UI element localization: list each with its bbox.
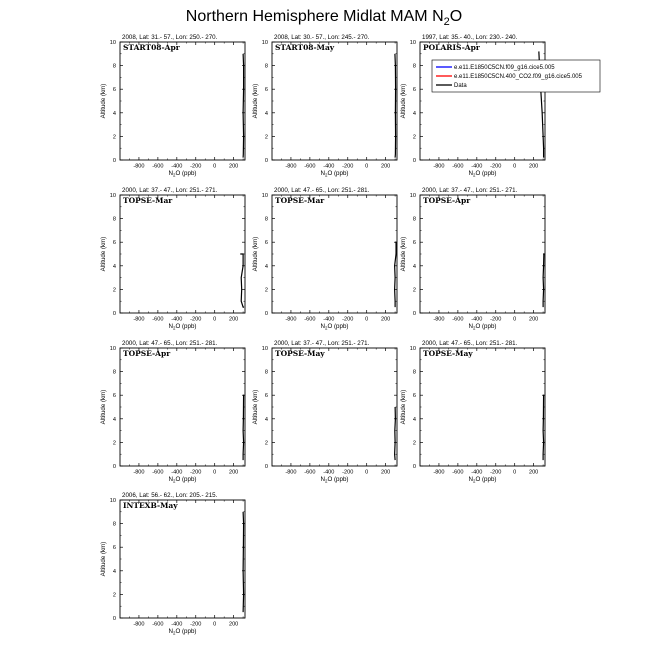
plot-frame xyxy=(120,348,245,466)
y-tick-label: 2 xyxy=(112,134,116,141)
x-tick-label: -200 xyxy=(490,163,502,170)
y-tick-label: 0 xyxy=(412,158,416,164)
y-tick-label: 4 xyxy=(112,110,116,117)
panel-label: START08-Apr xyxy=(123,43,180,52)
x-tick-label: 0 xyxy=(513,316,517,323)
y-tick-label: 8 xyxy=(264,216,268,223)
plot-frame xyxy=(272,195,397,313)
y-tick-label: 10 xyxy=(109,346,116,352)
y-tick-label: 0 xyxy=(112,464,116,470)
y-tick-label: 10 xyxy=(261,346,268,352)
y-tick-label: 4 xyxy=(264,110,268,117)
x-tick-label: 0 xyxy=(365,469,369,476)
x-tick-label: -800 xyxy=(433,469,445,476)
series-line-data xyxy=(543,254,544,307)
plot-frame xyxy=(120,42,245,160)
x-tick-label: -600 xyxy=(152,621,164,628)
x-tick-label: 200 xyxy=(528,316,539,323)
y-tick-label: 6 xyxy=(264,393,268,400)
panel-9 xyxy=(400,340,545,484)
x-tick-label: -200 xyxy=(190,621,202,628)
x-axis-label: $N_2O$ (ppb) xyxy=(468,170,497,178)
y-tick-label: 0 xyxy=(264,311,268,317)
y-tick-label: 2 xyxy=(412,134,416,141)
x-tick-label: 200 xyxy=(380,163,391,170)
x-tick-label: -800 xyxy=(285,469,297,476)
x-tick-label: -800 xyxy=(285,163,297,170)
x-tick-label: 200 xyxy=(380,469,391,476)
y-axis-label: Altitude (km) xyxy=(252,389,259,425)
y-tick-label: 8 xyxy=(412,369,416,376)
y-axis-label: Altitude (km) xyxy=(100,389,107,425)
x-tick-label: -400 xyxy=(171,316,183,323)
legend-entry: e.e11.E1850C5CN.f09_g16.cice5.005 xyxy=(454,65,555,71)
panel-header: 2000, Lat: 37.- 47., Lon: 251.- 271. xyxy=(422,187,518,194)
y-axis-label: Altitude (km) xyxy=(252,83,259,119)
x-tick-label: -400 xyxy=(171,163,183,170)
y-tick-label: 4 xyxy=(112,568,116,575)
panel-label: INTEXB-May xyxy=(123,501,178,510)
x-tick-label: 200 xyxy=(228,316,239,323)
y-tick-label: 4 xyxy=(112,263,116,270)
panel-label: START08-May xyxy=(275,43,335,52)
title-subscript: 2 xyxy=(443,16,450,29)
x-tick-label: -800 xyxy=(133,163,145,170)
x-tick-label: -200 xyxy=(190,163,202,170)
panel-4 xyxy=(100,187,245,331)
y-axis-label: Altitude (km) xyxy=(252,236,259,272)
panel-label: POLARIS-Apr xyxy=(423,43,480,52)
panel-header: 2000, Lat: 37.- 47., Lon: 251.- 271. xyxy=(274,340,370,347)
panel-header: 2000, Lat: 47.- 65., Lon: 251.- 281. xyxy=(422,340,518,347)
y-tick-label: 6 xyxy=(412,87,416,94)
panel-label: TOPSE-May xyxy=(423,349,473,358)
y-tick-label: 4 xyxy=(412,110,416,117)
panel-6 xyxy=(400,187,545,331)
y-tick-label: 8 xyxy=(264,63,268,70)
y-tick-label: 6 xyxy=(112,87,116,94)
y-axis-label: Altitude (km) xyxy=(400,389,407,425)
x-tick-label: 200 xyxy=(228,163,239,170)
y-tick-label: 2 xyxy=(412,287,416,294)
y-tick-label: 6 xyxy=(412,240,416,247)
y-tick-label: 10 xyxy=(409,193,416,199)
y-axis-label: Altitude (km) xyxy=(100,541,107,577)
y-tick-label: 2 xyxy=(112,440,116,447)
x-axis-label: $N_2O$ (ppb) xyxy=(168,323,197,331)
panel-8 xyxy=(252,340,397,484)
y-tick-label: 0 xyxy=(412,464,416,470)
panel-header: 2006, Lat: 56.- 62., Lon: 205.- 215. xyxy=(122,492,218,499)
x-axis-label: $N_2O$ (ppb) xyxy=(168,476,197,484)
x-tick-label: 0 xyxy=(513,163,517,170)
series-line-data xyxy=(395,407,396,460)
y-tick-label: 6 xyxy=(264,87,268,94)
x-tick-label: -600 xyxy=(152,469,164,476)
panel-5 xyxy=(252,187,397,331)
x-tick-label: -600 xyxy=(152,163,164,170)
panel-header: 2000, Lat: 47.- 65., Lon: 251.- 281. xyxy=(274,187,370,194)
panel-2 xyxy=(252,34,397,178)
x-tick-label: -400 xyxy=(323,316,335,323)
panel-label: TOPSE-Apr xyxy=(123,349,171,358)
plot-frame xyxy=(120,500,245,618)
x-tick-label: -800 xyxy=(133,469,145,476)
y-tick-label: 10 xyxy=(109,40,116,46)
panel-header: 2008, Lat: 31.- 57., Lon: 250.- 270. xyxy=(122,34,218,41)
x-tick-label: -800 xyxy=(433,316,445,323)
y-tick-label: 2 xyxy=(264,440,268,447)
x-tick-label: 0 xyxy=(365,316,369,323)
panel-1 xyxy=(100,34,245,178)
panel-header: 2008, Lat: 30.- 57., Lon: 245.- 270. xyxy=(274,34,370,41)
x-tick-label: 0 xyxy=(365,163,369,170)
y-tick-label: 10 xyxy=(409,346,416,352)
y-tick-label: 2 xyxy=(412,440,416,447)
x-tick-label: 200 xyxy=(528,469,539,476)
x-axis-label: $N_2O$ (ppb) xyxy=(468,323,497,331)
x-tick-label: -200 xyxy=(490,316,502,323)
x-tick-label: -400 xyxy=(471,316,483,323)
y-tick-label: 8 xyxy=(264,369,268,376)
x-tick-label: -400 xyxy=(323,163,335,170)
x-axis-label: $N_2O$ (ppb) xyxy=(320,170,349,178)
x-tick-label: -600 xyxy=(304,163,316,170)
y-tick-label: 6 xyxy=(412,393,416,400)
x-tick-label: -800 xyxy=(133,316,145,323)
x-tick-label: -600 xyxy=(452,163,464,170)
y-tick-label: 2 xyxy=(112,592,116,599)
panel-label: TOPSE-Mar xyxy=(123,196,173,205)
x-axis-label: $N_2O$ (ppb) xyxy=(468,476,497,484)
x-tick-label: -600 xyxy=(304,469,316,476)
x-tick-label: -600 xyxy=(452,469,464,476)
legend-entry: e.e11.E1850C5CN.400_CO2.f09_g16.cice5.005 xyxy=(454,74,582,80)
panel-7 xyxy=(100,340,245,484)
x-tick-label: -400 xyxy=(171,621,183,628)
y-tick-label: 8 xyxy=(112,521,116,528)
x-tick-label: -800 xyxy=(433,163,445,170)
y-tick-label: 0 xyxy=(264,158,268,164)
x-tick-label: 200 xyxy=(228,469,239,476)
x-tick-label: -400 xyxy=(171,469,183,476)
x-tick-label: -200 xyxy=(190,469,202,476)
y-tick-label: 0 xyxy=(112,616,116,622)
title-main: Northern Hemisphere Midlat MAM N xyxy=(185,8,444,25)
y-tick-label: 10 xyxy=(409,40,416,46)
y-tick-label: 0 xyxy=(264,464,268,470)
plot-frame xyxy=(420,348,545,466)
y-tick-label: 0 xyxy=(112,158,116,164)
y-tick-label: 8 xyxy=(412,63,416,70)
y-tick-label: 6 xyxy=(112,393,116,400)
y-axis-label: Altitude (km) xyxy=(100,83,107,119)
x-tick-label: 0 xyxy=(213,469,217,476)
panel-header: 2000, Lat: 37.- 47., Lon: 251.- 271. xyxy=(122,187,218,194)
x-tick-label: -600 xyxy=(304,316,316,323)
y-axis-label: Altitude (km) xyxy=(400,83,407,119)
x-tick-label: -400 xyxy=(471,163,483,170)
x-axis-label: $N_2O$ (ppb) xyxy=(168,628,197,636)
y-tick-label: 6 xyxy=(264,240,268,247)
y-axis-label: Altitude (km) xyxy=(100,236,107,272)
y-tick-label: 2 xyxy=(264,134,268,141)
y-tick-label: 4 xyxy=(264,416,268,423)
panel-header: 1997, Lat: 35.- 40., Lon: 230.- 240. xyxy=(422,34,518,41)
series-line-data xyxy=(395,54,396,158)
y-tick-label: 4 xyxy=(112,416,116,423)
x-tick-label: 200 xyxy=(528,163,539,170)
y-axis-label: Altitude (km) xyxy=(400,236,407,272)
panel-label: TOPSE-May xyxy=(275,349,325,358)
y-tick-label: 8 xyxy=(112,63,116,70)
x-tick-label: -200 xyxy=(190,316,202,323)
y-tick-label: 6 xyxy=(112,545,116,552)
x-tick-label: -800 xyxy=(285,316,297,323)
plot-frame xyxy=(272,42,397,160)
x-axis-label: $N_2O$ (ppb) xyxy=(320,323,349,331)
y-tick-label: 2 xyxy=(112,287,116,294)
x-tick-label: 0 xyxy=(513,469,517,476)
legend xyxy=(432,60,600,92)
x-tick-label: -200 xyxy=(342,163,354,170)
y-tick-label: 10 xyxy=(261,40,268,46)
x-tick-label: -600 xyxy=(452,316,464,323)
x-tick-label: 200 xyxy=(380,316,391,323)
x-tick-label: -400 xyxy=(323,469,335,476)
y-tick-label: 0 xyxy=(412,311,416,317)
panel-header: 2000, Lat: 47.- 65., Lon: 251.- 281. xyxy=(122,340,218,347)
x-axis-label: $N_2O$ (ppb) xyxy=(168,170,197,178)
x-tick-label: 0 xyxy=(213,163,217,170)
title-tail: O xyxy=(449,8,463,25)
x-tick-label: 200 xyxy=(228,621,239,628)
y-tick-label: 0 xyxy=(112,311,116,317)
x-tick-label: 0 xyxy=(213,621,217,628)
panel-3 xyxy=(400,34,545,178)
x-tick-label: -200 xyxy=(490,469,502,476)
x-tick-label: -400 xyxy=(471,469,483,476)
y-tick-label: 4 xyxy=(412,416,416,423)
y-tick-label: 10 xyxy=(109,498,116,504)
y-tick-label: 2 xyxy=(264,287,268,294)
panel-label: TOPSE-Apr xyxy=(423,196,471,205)
y-tick-label: 10 xyxy=(109,193,116,199)
panel-10 xyxy=(100,492,245,636)
x-tick-label: -800 xyxy=(133,621,145,628)
y-tick-label: 4 xyxy=(264,263,268,270)
plot-frame xyxy=(120,195,245,313)
panel-label: TOPSE-Mar xyxy=(275,196,325,205)
y-tick-label: 10 xyxy=(261,193,268,199)
x-tick-label: -200 xyxy=(342,316,354,323)
x-tick-label: -600 xyxy=(152,316,164,323)
x-tick-label: 0 xyxy=(213,316,217,323)
y-tick-label: 8 xyxy=(112,369,116,376)
y-tick-label: 8 xyxy=(412,216,416,223)
plot-frame xyxy=(272,348,397,466)
y-tick-label: 6 xyxy=(112,240,116,247)
x-axis-label: $N_2O$ (ppb) xyxy=(320,476,349,484)
y-tick-label: 4 xyxy=(412,263,416,270)
plot-frame xyxy=(420,195,545,313)
x-tick-label: -200 xyxy=(342,469,354,476)
y-tick-label: 8 xyxy=(112,216,116,223)
legend-entry: Data xyxy=(454,83,467,89)
